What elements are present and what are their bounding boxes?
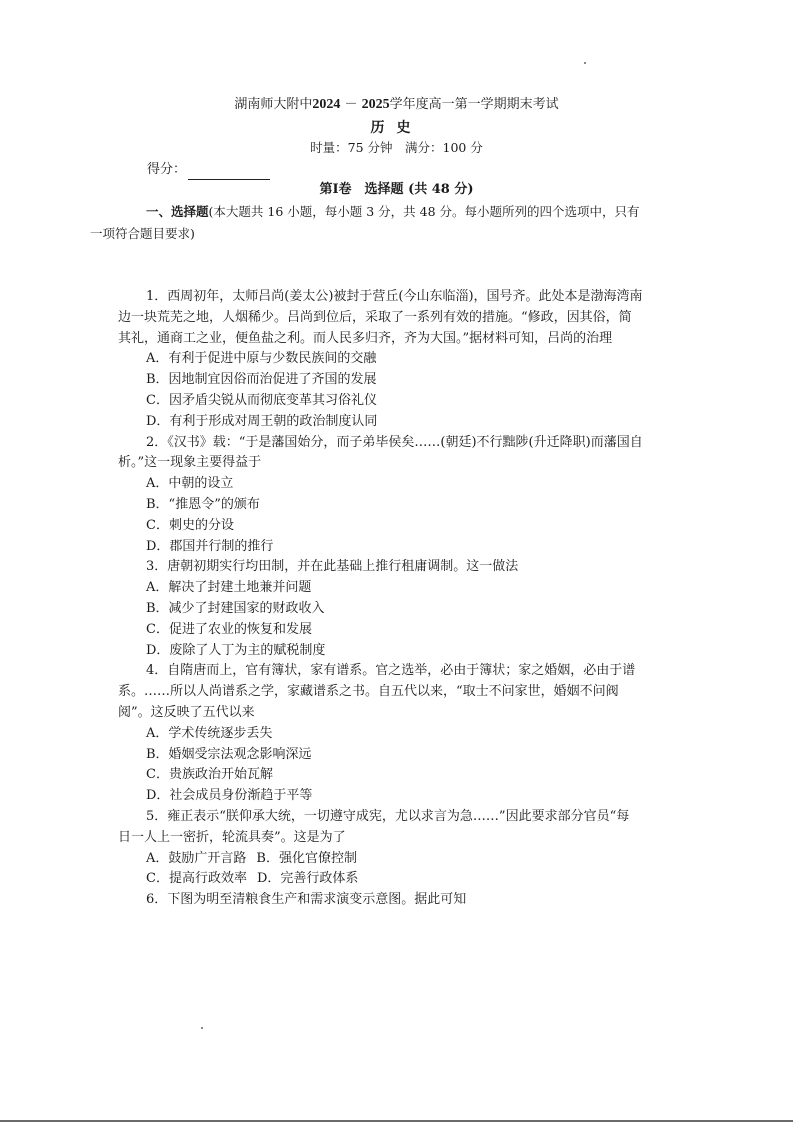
option[interactable]: A．中朝的设立 xyxy=(146,476,234,492)
question-stem-line: 2．《汉书》载：“于是藩国始分，而子弟毕侯矣……(朝廷)不行黜陟(升迁降职)而藩国自 xyxy=(146,434,643,450)
section-title: 第Ⅰ卷 选择题 (共 48 分) xyxy=(319,182,474,197)
option[interactable]: C．提高行政效率 xyxy=(146,871,247,887)
question-stem-line: 其礼，通商工之业，便鱼盐之利。而人民多归齐，齐为大国。”据材料可知，吕尚的治理 xyxy=(118,330,613,346)
question-stem-line: 1．西周初年，太师吕尚(姜太公)被封于营丘(今山东临淄)，国号齐。此处本是渤海湾南 xyxy=(146,289,643,304)
option[interactable]: A．学术传统逐步丢失 xyxy=(146,725,273,741)
option[interactable]: C．促进了农业的恢复和发展 xyxy=(146,621,312,637)
question-4 xyxy=(118,661,681,807)
option[interactable]: B．婚姻受宗法观念影响深远 xyxy=(146,746,312,762)
question-stem-line: 5．雍正表示“朕仰承大统，一切遵守成宪，尤以求言为急……”因此要求部分官员“每 xyxy=(146,808,630,824)
option[interactable]: B．减少了封建国家的财政收入 xyxy=(146,600,325,616)
scan-dot xyxy=(584,62,586,64)
time-score-info: 时量：75 分钟 满分：100 分 xyxy=(310,140,483,155)
option[interactable]: A．有利于促进中原与少数民族间的交融 xyxy=(146,351,377,367)
question-stem-line: 析。”这一现象主要得益于 xyxy=(118,455,262,471)
question-stem-line: 系。……所以人尚谱系之学，家藏谱系之书。自五代以来，“取士不问家世，婚姻不问阀 xyxy=(118,684,619,700)
option[interactable]: D．废除了人丁为主的赋税制度 xyxy=(146,642,326,658)
question-stem-line: 日一人上一密折，轮流具奏”。这是为了 xyxy=(118,829,346,845)
question-stem-line: 阅”。这反映了五代以来 xyxy=(118,704,255,720)
exam-title: 湖南师大附中2024 － 2025学年度高一第一学期期末考试 xyxy=(234,97,559,112)
question-2 xyxy=(118,433,681,558)
question-stem-line: 6．下图为明至清粮食生产和需求演变示意图。据此可知 xyxy=(146,892,467,908)
option[interactable]: B．“推恩令”的颁布 xyxy=(146,496,260,512)
score-blank-line[interactable] xyxy=(188,165,270,180)
question-5 xyxy=(118,807,681,890)
question-6 xyxy=(118,890,681,911)
option-row xyxy=(118,849,681,870)
option-row xyxy=(118,869,681,890)
question-stem-line: 3．唐朝初期实行均田制，并在此基础上推行租庸调制。这一做法 xyxy=(146,559,519,575)
scan-dot xyxy=(201,1027,203,1029)
score-label: 得分： xyxy=(147,162,187,177)
question-stem-line: 4．自隋唐而上，官有簿状，家有谱系。官之选举，必由于簿状；家之婚姻，必由于谱 xyxy=(146,663,636,679)
option[interactable]: C．贵族政治开始瓦解 xyxy=(146,767,273,783)
question-list xyxy=(118,287,681,911)
question-1 xyxy=(118,287,681,433)
option[interactable]: D．郡国并行制的推行 xyxy=(146,538,274,554)
option[interactable]: D．完善行政体系 xyxy=(256,871,359,887)
option[interactable]: A．鼓励广开言路 xyxy=(146,850,247,866)
score-field xyxy=(147,160,270,180)
option[interactable]: C．因矛盾尖锐从而彻底变革其习俗礼仪 xyxy=(146,392,377,408)
subject-title: 历史 xyxy=(370,120,423,136)
option[interactable]: A．解决了封建土地兼并问题 xyxy=(146,580,312,596)
question-stem-line: 边一块荒芜之地，人烟稀少。吕尚到位后，采取了一系列有效的措施。“修政，因其俗，简 xyxy=(118,309,632,325)
section-instruction: 一、选择题(本大题共 16 小题，每小题 3 分，共 48 分。每小题所列的四个选项中，只有 一项符合题目要求) xyxy=(90,204,640,241)
option[interactable]: B．强化官僚控制 xyxy=(256,850,357,866)
question-3 xyxy=(118,557,681,661)
option[interactable]: C．刺史的分设 xyxy=(146,517,234,533)
option[interactable]: B．因地制宜因俗而治促进了齐国的发展 xyxy=(146,372,377,388)
option[interactable]: D．有利于形成对周王朝的政治制度认同 xyxy=(146,413,378,429)
option[interactable]: D．社会成员身份渐趋于平等 xyxy=(146,788,313,804)
